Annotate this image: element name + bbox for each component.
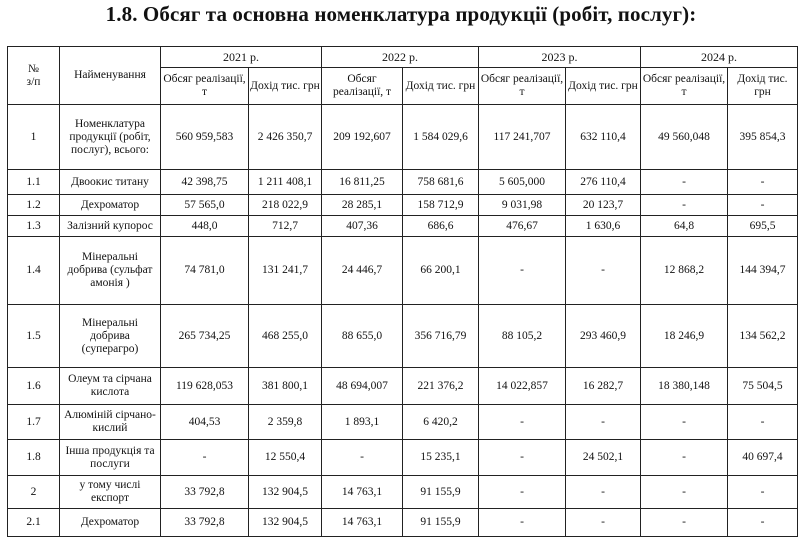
row-name: Залізний купорос xyxy=(60,216,161,237)
cell-income: 144 394,7 xyxy=(728,237,798,305)
row-number: 1.1 xyxy=(8,170,60,195)
cell-income: 1 630,6 xyxy=(566,216,641,237)
cell-income: - xyxy=(566,476,641,509)
cell-income: - xyxy=(728,195,798,216)
cell-volume: 407,36 xyxy=(322,216,403,237)
table-row xyxy=(8,476,798,509)
row-name: Мінеральні добрива (сульфат амонія ) xyxy=(60,237,161,305)
cell-volume: 12 868,2 xyxy=(641,237,728,305)
row-name: Двоокис титану xyxy=(60,170,161,195)
cell-income: 132 904,5 xyxy=(249,476,322,509)
table-row xyxy=(8,305,798,368)
table-row xyxy=(8,170,798,195)
header-volume: Обсяг реалізації, т xyxy=(161,68,249,105)
table-row xyxy=(8,405,798,440)
cell-income: - xyxy=(728,509,798,537)
cell-volume: - xyxy=(322,440,403,476)
cell-volume: 265 734,25 xyxy=(161,305,249,368)
cell-income: - xyxy=(728,476,798,509)
cell-volume: - xyxy=(479,509,566,537)
cell-income: 20 123,7 xyxy=(566,195,641,216)
header-volume: Обсяг реалізації, т xyxy=(479,68,566,105)
cell-volume: 33 792,8 xyxy=(161,509,249,537)
cell-volume: 42 398,75 xyxy=(161,170,249,195)
header-year: 2022 р. xyxy=(322,47,479,68)
cell-volume: - xyxy=(641,476,728,509)
cell-income: 1 211 408,1 xyxy=(249,170,322,195)
table-row xyxy=(8,216,798,237)
cell-income: 758 681,6 xyxy=(403,170,479,195)
table-row xyxy=(8,105,798,170)
cell-volume: 1 893,1 xyxy=(322,405,403,440)
table-row xyxy=(8,509,798,537)
cell-income: 632 110,4 xyxy=(566,105,641,170)
row-name: Алюміній сірчано-кислий xyxy=(60,405,161,440)
cell-volume: 24 446,7 xyxy=(322,237,403,305)
cell-volume: - xyxy=(641,509,728,537)
cell-volume: 64,8 xyxy=(641,216,728,237)
cell-income: 1 584 029,6 xyxy=(403,105,479,170)
cell-volume: 74 781,0 xyxy=(161,237,249,305)
row-name: Олеум та сірчана кислота xyxy=(60,368,161,405)
cell-volume: 404,53 xyxy=(161,405,249,440)
cell-income: 91 155,9 xyxy=(403,509,479,537)
cell-volume: - xyxy=(479,440,566,476)
cell-volume: 18 246,9 xyxy=(641,305,728,368)
header-income: Дохід тис. грн xyxy=(728,68,798,105)
cell-income: 75 504,5 xyxy=(728,368,798,405)
cell-income: 2 426 350,7 xyxy=(249,105,322,170)
cell-income: - xyxy=(566,405,641,440)
cell-volume: 14 763,1 xyxy=(322,509,403,537)
cell-income: 356 716,79 xyxy=(403,305,479,368)
header-year: 2024 р. xyxy=(641,47,798,68)
row-number: 1.3 xyxy=(8,216,60,237)
cell-income: - xyxy=(728,405,798,440)
cell-volume: 49 560,048 xyxy=(641,105,728,170)
cell-income: 24 502,1 xyxy=(566,440,641,476)
cell-volume: 28 285,1 xyxy=(322,195,403,216)
cell-volume: 117 241,707 xyxy=(479,105,566,170)
header-income: Дохід тис. грн xyxy=(566,68,641,105)
cell-income: 15 235,1 xyxy=(403,440,479,476)
cell-volume: - xyxy=(641,440,728,476)
row-name: Дехроматор xyxy=(60,195,161,216)
cell-volume: 33 792,8 xyxy=(161,476,249,509)
cell-volume: 209 192,607 xyxy=(322,105,403,170)
table-row xyxy=(8,368,798,405)
header-year: 2021 р. xyxy=(161,47,322,68)
row-number: 1.7 xyxy=(8,405,60,440)
cell-volume: 9 031,98 xyxy=(479,195,566,216)
header-income: Дохід тис. грн xyxy=(403,68,479,105)
row-name: у тому числі експорт xyxy=(60,476,161,509)
cell-volume: 476,67 xyxy=(479,216,566,237)
cell-volume: 57 565,0 xyxy=(161,195,249,216)
table-row xyxy=(8,440,798,476)
cell-income: 91 155,9 xyxy=(403,476,479,509)
cell-volume: - xyxy=(479,476,566,509)
header-name: Найменування xyxy=(60,47,161,105)
cell-volume: 14 763,1 xyxy=(322,476,403,509)
cell-volume: - xyxy=(641,195,728,216)
table-body xyxy=(8,105,798,537)
cell-income: 6 420,2 xyxy=(403,405,479,440)
cell-income: 2 359,8 xyxy=(249,405,322,440)
cell-income: - xyxy=(566,509,641,537)
cell-volume: - xyxy=(641,170,728,195)
row-number: 1.2 xyxy=(8,195,60,216)
cell-volume: - xyxy=(641,405,728,440)
cell-income: 16 282,7 xyxy=(566,368,641,405)
table-row xyxy=(8,237,798,305)
cell-income: 132 904,5 xyxy=(249,509,322,537)
cell-income: 158 712,9 xyxy=(403,195,479,216)
cell-income: 66 200,1 xyxy=(403,237,479,305)
row-number: 1.4 xyxy=(8,237,60,305)
header-income: Дохід тис. грн xyxy=(249,68,322,105)
cell-income: 395 854,3 xyxy=(728,105,798,170)
page-title: 1.8. Обсяг та основна номенклатура продукції (робіт, послуг): xyxy=(105,2,697,26)
cell-income: 221 376,2 xyxy=(403,368,479,405)
cell-volume: - xyxy=(479,237,566,305)
cell-volume: 14 022,857 xyxy=(479,368,566,405)
cell-volume: 448,0 xyxy=(161,216,249,237)
cell-income: 276 110,4 xyxy=(566,170,641,195)
row-name: Номенклатура продукції (робіт, послуг), всього: xyxy=(60,105,161,170)
row-number: 1.5 xyxy=(8,305,60,368)
cell-income: 381 800,1 xyxy=(249,368,322,405)
cell-income: 218 022,9 xyxy=(249,195,322,216)
cell-income: 712,7 xyxy=(249,216,322,237)
row-name: Мінеральні добрива (суперагро) xyxy=(60,305,161,368)
cell-income: 131 241,7 xyxy=(249,237,322,305)
row-number: 1 xyxy=(8,105,60,170)
cell-volume: - xyxy=(479,405,566,440)
cell-volume: 5 605,000 xyxy=(479,170,566,195)
cell-volume: 88 655,0 xyxy=(322,305,403,368)
cell-income: 40 697,4 xyxy=(728,440,798,476)
cell-income: 134 562,2 xyxy=(728,305,798,368)
header-volume: Обсяг реалізації, т xyxy=(641,68,728,105)
header-volume: Обсяг реалізації, т xyxy=(322,68,403,105)
cell-volume: 48 694,007 xyxy=(322,368,403,405)
cell-income: 12 550,4 xyxy=(249,440,322,476)
cell-volume: - xyxy=(161,440,249,476)
cell-income: - xyxy=(566,237,641,305)
cell-volume: 18 380,148 xyxy=(641,368,728,405)
header-num: № з/п xyxy=(8,47,60,105)
cell-income: 468 255,0 xyxy=(249,305,322,368)
cell-income: - xyxy=(728,170,798,195)
cell-income: 293 460,9 xyxy=(566,305,641,368)
row-name: Дехроматор xyxy=(60,509,161,537)
table-row xyxy=(8,195,798,216)
row-number: 2.1 xyxy=(8,509,60,537)
row-number: 2 xyxy=(8,476,60,509)
row-name: Інша продукція та послуги xyxy=(60,440,161,476)
cell-volume: 16 811,25 xyxy=(322,170,403,195)
production-table xyxy=(7,46,798,537)
cell-income: 695,5 xyxy=(728,216,798,237)
row-number: 1.6 xyxy=(8,368,60,405)
cell-volume: 560 959,583 xyxy=(161,105,249,170)
cell-volume: 88 105,2 xyxy=(479,305,566,368)
cell-volume: 119 628,053 xyxy=(161,368,249,405)
cell-income: 686,6 xyxy=(403,216,479,237)
row-number: 1.8 xyxy=(8,440,60,476)
header-year: 2023 р. xyxy=(479,47,641,68)
